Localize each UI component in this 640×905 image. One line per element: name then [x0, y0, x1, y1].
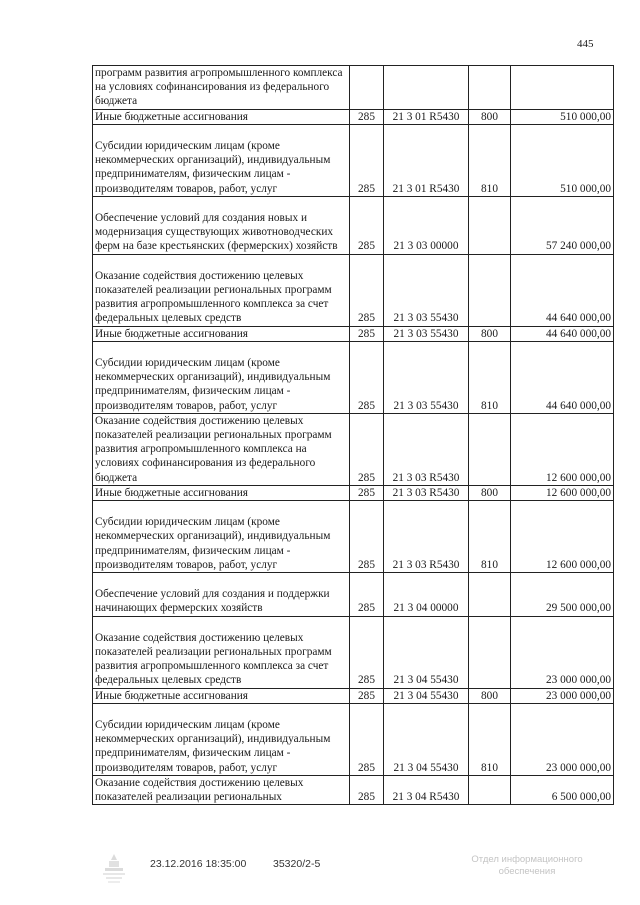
row-sum-cell: 23 000 000,00: [511, 703, 614, 775]
row-vr-cell: [469, 573, 511, 617]
row-sum-cell: 23 000 000,00: [511, 688, 614, 703]
row-name-cell: Субсидии юридическим лицам (кроме некоммерческих организаций), индивидуальным предпринимателям, физическим лицам - производителям товаров, работ, услуг: [93, 124, 350, 196]
budget-table-body: [93, 66, 614, 805]
row-name-cell: Субсидии юридическим лицам (кроме некоммерческих организаций), индивидуальным предпринимателям, физическим лицам - производителям товаров, работ, услуг: [93, 501, 350, 573]
row-name-cell: Оказание содействия достижению целевых показателей реализации региональных программ развития агропромышленного комплекса за счет федеральных целевых средств: [93, 616, 350, 688]
stamp-icon: [101, 852, 127, 886]
row-gr-cell: 285: [350, 341, 384, 413]
row-cs-cell: [384, 66, 469, 110]
row-sum-cell: [511, 66, 614, 110]
row-vr-cell: [469, 616, 511, 688]
row-vr-cell: [469, 196, 511, 254]
table-row: [93, 703, 614, 775]
row-gr-cell: 285: [350, 124, 384, 196]
row-name-cell: Обеспечение условий для создания новых и модернизация существующих животноводческих ферм на базе крестьянских (фермерских) хозяйств: [93, 196, 350, 254]
table-row: [93, 775, 614, 804]
row-name-cell: программ развития агропромышленного комплекса на условиях софинансирования из федерального бюджета: [93, 66, 350, 110]
row-sum-cell: 510 000,00: [511, 124, 614, 196]
footer-faded-text: Отдел информационного обеспечения: [471, 854, 583, 877]
row-sum-cell: 510 000,00: [511, 109, 614, 124]
row-gr-cell: 285: [350, 196, 384, 254]
row-sum-cell: 12 600 000,00: [511, 413, 614, 485]
table-row: [93, 485, 614, 500]
row-gr-cell: 285: [350, 573, 384, 617]
row-vr-cell: 800: [469, 688, 511, 703]
row-sum-cell: 23 000 000,00: [511, 616, 614, 688]
table-row: [93, 66, 614, 110]
table-row: [93, 326, 614, 341]
row-sum-cell: 44 640 000,00: [511, 341, 614, 413]
row-cs-cell: 21 3 01 R5430: [384, 109, 469, 124]
row-vr-cell: 800: [469, 485, 511, 500]
row-name-cell: Субсидии юридическим лицам (кроме некоммерческих организаций), индивидуальным предпринимателям, физическим лицам - производителям товаров, работ, услуг: [93, 341, 350, 413]
row-name-cell: Субсидии юридическим лицам (кроме некоммерческих организаций), индивидуальным предпринимателям, физическим лицам - производителям товаров, работ, услуг: [93, 703, 350, 775]
row-sum-cell: 12 600 000,00: [511, 501, 614, 573]
row-vr-cell: 810: [469, 124, 511, 196]
row-sum-cell: 12 600 000,00: [511, 485, 614, 500]
table-row: [93, 501, 614, 573]
page-number: 445: [577, 38, 594, 50]
footer-doc-number: 35320/2-5: [273, 858, 321, 870]
row-gr-cell: 285: [350, 688, 384, 703]
row-gr-cell: 285: [350, 501, 384, 573]
row-gr-cell: 285: [350, 703, 384, 775]
row-cs-cell: 21 3 04 55430: [384, 703, 469, 775]
row-gr-cell: 285: [350, 485, 384, 500]
row-cs-cell: 21 3 04 55430: [384, 688, 469, 703]
table-row: [93, 413, 614, 485]
row-vr-cell: 810: [469, 341, 511, 413]
table-row: [93, 573, 614, 617]
row-name-cell: Иные бюджетные ассигнования: [93, 688, 350, 703]
table-row: [93, 616, 614, 688]
table-row: [93, 254, 614, 326]
table-row: [93, 341, 614, 413]
row-cs-cell: 21 3 04 00000: [384, 573, 469, 617]
footer: [0, 852, 640, 892]
row-cs-cell: 21 3 04 R5430: [384, 775, 469, 804]
row-gr-cell: 285: [350, 109, 384, 124]
row-cs-cell: 21 3 03 55430: [384, 341, 469, 413]
row-gr-cell: 285: [350, 254, 384, 326]
row-vr-cell: 800: [469, 326, 511, 341]
row-vr-cell: 810: [469, 703, 511, 775]
row-gr-cell: 285: [350, 326, 384, 341]
row-vr-cell: [469, 413, 511, 485]
row-vr-cell: [469, 775, 511, 804]
row-gr-cell: 285: [350, 616, 384, 688]
row-vr-cell: 800: [469, 109, 511, 124]
row-cs-cell: 21 3 03 55430: [384, 254, 469, 326]
row-gr-cell: 285: [350, 775, 384, 804]
row-gr-cell: 285: [350, 413, 384, 485]
row-cs-cell: 21 3 03 R5430: [384, 501, 469, 573]
row-name-cell: Оказание содействия достижению целевых показателей реализации региональных программ развития агропромышленного комплекса на условиях софинансирования из федерального бюджета: [93, 413, 350, 485]
row-sum-cell: 57 240 000,00: [511, 196, 614, 254]
row-cs-cell: 21 3 03 00000: [384, 196, 469, 254]
row-sum-cell: 44 640 000,00: [511, 326, 614, 341]
row-name-cell: Обеспечение условий для создания и поддержки начинающих фермерских хозяйств: [93, 573, 350, 617]
table-row: [93, 688, 614, 703]
row-cs-cell: 21 3 04 55430: [384, 616, 469, 688]
row-name-cell: Иные бюджетные ассигнования: [93, 485, 350, 500]
row-sum-cell: 44 640 000,00: [511, 254, 614, 326]
budget-table: [92, 65, 614, 805]
row-vr-cell: 810: [469, 501, 511, 573]
row-cs-cell: 21 3 01 R5430: [384, 124, 469, 196]
row-sum-cell: 6 500 000,00: [511, 775, 614, 804]
row-name-cell: Иные бюджетные ассигнования: [93, 326, 350, 341]
row-name-cell: Оказание содействия достижению целевых показателей реализации региональных программ развития агропромышленного комплекса за счет федеральных целевых средств: [93, 254, 350, 326]
row-cs-cell: 21 3 03 55430: [384, 326, 469, 341]
row-vr-cell: [469, 254, 511, 326]
row-cs-cell: 21 3 03 R5430: [384, 413, 469, 485]
row-vr-cell: [469, 66, 511, 110]
row-gr-cell: [350, 66, 384, 110]
row-name-cell: Оказание содействия достижению целевых показателей реализации региональных: [93, 775, 350, 804]
row-name-cell: Иные бюджетные ассигнования: [93, 109, 350, 124]
row-cs-cell: 21 3 03 R5430: [384, 485, 469, 500]
footer-date: 23.12.2016 18:35:00: [150, 858, 247, 870]
table-row: [93, 124, 614, 196]
table-row: [93, 109, 614, 124]
row-sum-cell: 29 500 000,00: [511, 573, 614, 617]
table-row: [93, 196, 614, 254]
